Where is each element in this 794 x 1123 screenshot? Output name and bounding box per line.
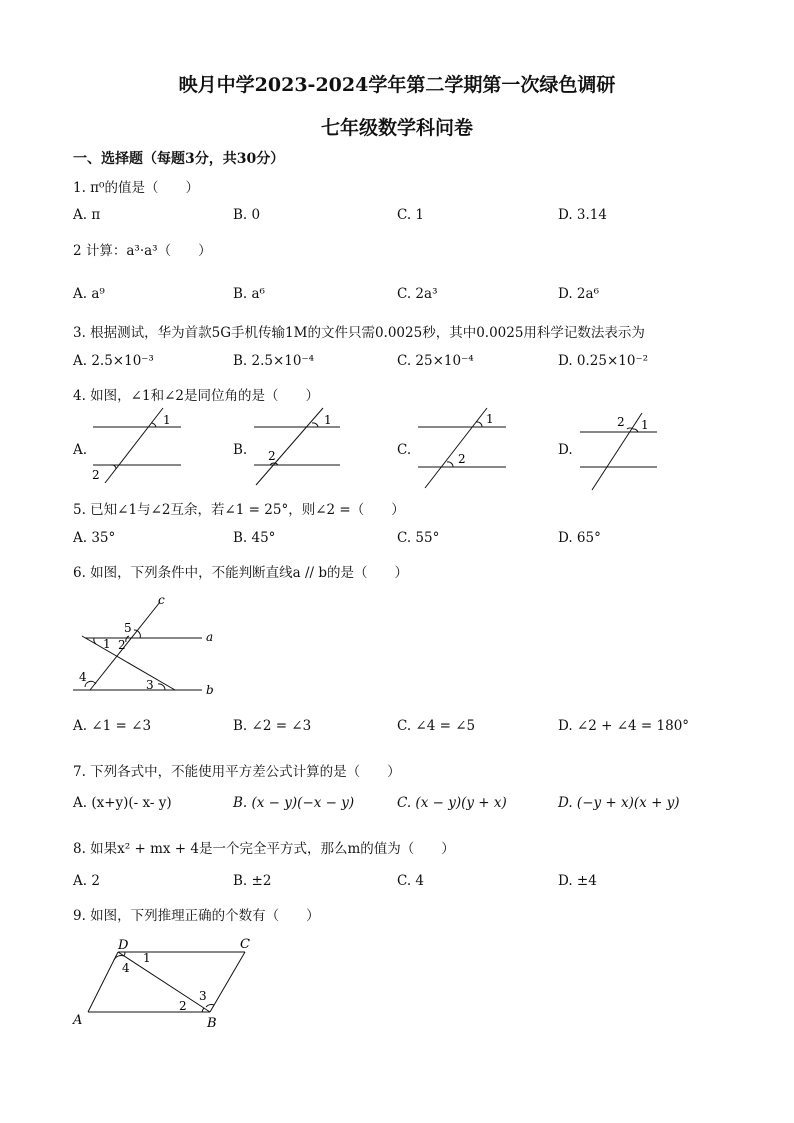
- q1-option-c: C. 1: [397, 207, 425, 223]
- q4-figure-a: [85, 405, 195, 485]
- q7-option-d: D. (−y + x)(x + y): [558, 795, 680, 811]
- q3-option-a: A. 2.5×10⁻³: [73, 353, 154, 369]
- q6-option-d: D. ∠2 + ∠4 = 180°: [558, 718, 690, 734]
- q9-angle-1: 1: [143, 951, 151, 965]
- q2-option-b: B. a⁶: [233, 286, 265, 302]
- q6-line-a: a: [206, 630, 214, 644]
- q4-figure-b: [248, 405, 358, 485]
- section-heading: 一、选择题（每题3分，共30分）: [73, 151, 285, 167]
- q6-line-c: c: [158, 593, 165, 607]
- q6-option-c: C. ∠4 = ∠5: [397, 718, 476, 734]
- q9-figure: [70, 932, 270, 1032]
- q5-option-b: B. 45°: [233, 530, 276, 546]
- question-8-stem: 8. 如果x² + mx + 4是一个完全平方式，那么m的值为（ ）: [73, 841, 455, 857]
- q4-figure-c: [410, 405, 520, 495]
- q1-option-a: A. π: [73, 207, 101, 223]
- q9-point-a: A: [73, 1013, 83, 1028]
- q4-option-b: B.: [233, 442, 248, 458]
- q3-option-d: D. 0.25×10⁻²: [558, 353, 649, 369]
- q6-figure: [70, 592, 230, 702]
- q6-line-b: b: [206, 683, 214, 697]
- q1-option-b: B. 0: [233, 207, 261, 223]
- q9-angle-3: 3: [199, 989, 207, 1003]
- q2-option-c: C. 2a³: [397, 286, 438, 302]
- q6-angle-2: 2: [118, 638, 126, 652]
- question-7-stem: 7. 下列各式中，不能使用平方差公式计算的是（ ）: [73, 764, 401, 780]
- q2-option-a: A. a⁹: [73, 286, 105, 302]
- q9-point-b: B: [207, 1016, 217, 1031]
- q5-option-a: A. 35°: [73, 530, 116, 546]
- q4a-angle-2: 2: [92, 468, 100, 482]
- q4b-angle-2: 2: [268, 449, 276, 463]
- q4b-angle-1: 1: [324, 413, 332, 427]
- q6-angle-5: 5: [124, 621, 132, 635]
- q3-option-c: C. 25×10⁻⁴: [397, 353, 474, 369]
- q9-angle-4: 4: [122, 961, 130, 975]
- q4c-angle-1: 1: [486, 412, 494, 426]
- q4a-angle-1: 1: [163, 413, 171, 427]
- q5-option-d: D. 65°: [558, 530, 601, 546]
- q3-option-b: B. 2.5×10⁻⁴: [233, 353, 314, 369]
- question-2-stem: 2 计算：a³·a³（ ）: [73, 243, 212, 259]
- q9-point-d: D: [118, 938, 129, 953]
- q4-option-c: C.: [397, 442, 412, 458]
- page-title: 映月中学2023-2024学年第二学期第一次绿色调研: [178, 74, 616, 96]
- q4d-angle-1: 1: [641, 418, 649, 432]
- q5-option-c: C. 55°: [397, 530, 440, 546]
- question-1-stem: 1. π⁰的值是（ ）: [73, 180, 199, 196]
- q6-angle-4: 4: [79, 670, 87, 684]
- q8-option-b: B. ±2: [233, 873, 272, 889]
- question-9-stem: 9. 如图，下列推理正确的个数有（ ）: [73, 908, 320, 924]
- q8-option-d: D. ±4: [558, 873, 597, 889]
- question-5-stem: 5. 已知∠1与∠2互余，若∠1 = 25°，则∠2 =（ ）: [73, 502, 405, 518]
- q7-option-a: A. (x+y)(- x- y): [73, 795, 172, 811]
- q9-point-c: C: [240, 937, 250, 952]
- q4c-angle-2: 2: [458, 452, 466, 466]
- q9-angle-2: 2: [179, 999, 187, 1013]
- q6-angle-1: 1: [103, 637, 111, 651]
- q6-option-a: A. ∠1 = ∠3: [73, 718, 152, 734]
- q4d-angle-2: 2: [617, 415, 625, 429]
- q4-option-a: A.: [73, 442, 88, 458]
- page-subtitle: 七年级数学科问卷: [320, 117, 473, 139]
- q6-option-b: B. ∠2 = ∠3: [233, 718, 312, 734]
- question-3-stem: 3. 根据测试，华为首款5G手机传输1M的文件只需0.0025秒，其中0.0025用科学记数法表示为: [73, 325, 645, 341]
- question-4-stem: 4. 如图，∠1和∠2是同位角的是（ ）: [73, 388, 319, 404]
- q4-figure-d: [575, 405, 685, 495]
- q8-option-a: A. 2: [73, 873, 100, 889]
- q4-option-d: D.: [558, 442, 573, 458]
- question-6-stem: 6. 如图，下列条件中，不能判断直线a // b的是（ ）: [73, 565, 409, 581]
- q1-option-d: D. 3.14: [558, 207, 607, 223]
- q6-angle-3: 3: [146, 678, 154, 692]
- q2-option-d: D. 2a⁶: [558, 286, 599, 302]
- q8-option-c: C. 4: [397, 873, 425, 889]
- q7-option-c: C. (x − y)(y + x): [397, 795, 507, 811]
- q7-option-b: B. (x − y)(−x − y): [233, 795, 355, 811]
